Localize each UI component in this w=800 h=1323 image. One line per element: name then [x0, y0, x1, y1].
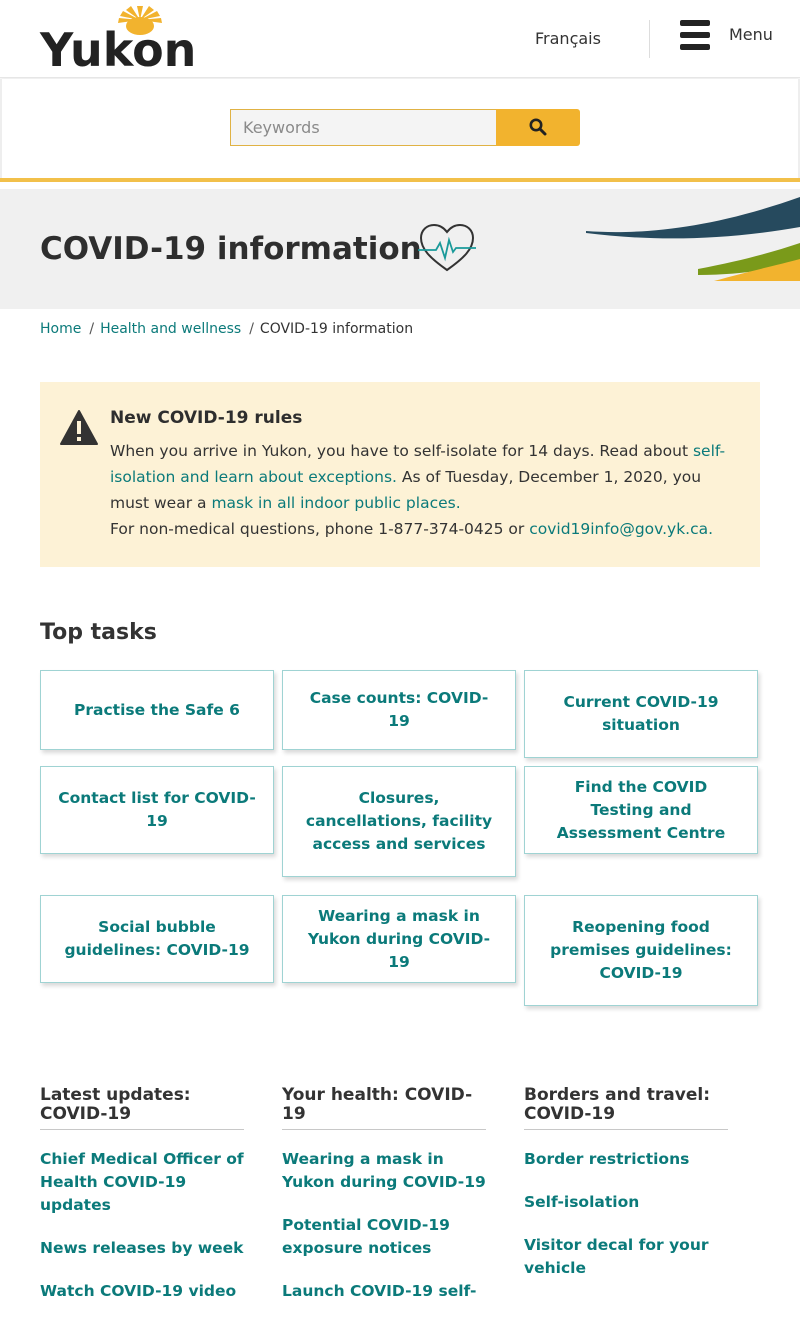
- task-card-social-bubble[interactable]: Social bubble guidelines: COVID-19: [40, 895, 274, 983]
- heart-pulse-icon: [418, 222, 476, 274]
- indoor-mask-link[interactable]: mask in all indoor public places.: [211, 494, 461, 512]
- search-input[interactable]: [230, 109, 496, 146]
- hamburger-menu-icon[interactable]: [680, 20, 710, 50]
- svg-text:Yukon: Yukon: [40, 23, 197, 77]
- warning-icon: [60, 410, 98, 446]
- menu-button[interactable]: Menu: [729, 25, 773, 44]
- self-isolation-link[interactable]: self-isolation and learn about exceptions.: [110, 442, 726, 486]
- language-toggle-link[interactable]: Français: [535, 29, 601, 48]
- search-button[interactable]: [496, 109, 580, 146]
- page-title: COVID-19 information: [40, 231, 422, 267]
- header-divider: [649, 20, 650, 58]
- task-card-food-premises[interactable]: Reopening food premises guidelines: COVID-19: [524, 895, 758, 1006]
- breadcrumb: Home / Health and wellness / COVID-19 information: [40, 321, 414, 337]
- task-card-safe-6[interactable]: Practise the Safe 6: [40, 670, 274, 750]
- alert-title: New COVID-19 rules: [110, 408, 303, 428]
- search-icon: [529, 118, 547, 136]
- column-heading: Latest updates: COVID-19: [40, 1085, 191, 1124]
- covid-rules-alert: [40, 382, 760, 567]
- breadcrumb-health-and-wellness[interactable]: Health and wellness: [100, 321, 242, 337]
- column-link[interactable]: Wearing a mask in Yukon during COVID-19: [282, 1150, 486, 1191]
- task-card-current-situation[interactable]: Current COVID-19 situation: [524, 670, 758, 758]
- task-card-case-counts[interactable]: Case counts: COVID-19: [282, 670, 516, 750]
- column-link[interactable]: Border restrictions: [524, 1150, 690, 1168]
- task-card-testing-centre[interactable]: Find the COVID Testing and Assessment Centre: [524, 766, 758, 854]
- column-link[interactable]: Chief Medical Officer of Health COVID-19 updates: [40, 1150, 244, 1214]
- column-link[interactable]: Potential COVID-19 exposure notices: [282, 1216, 450, 1257]
- task-card-wearing-mask[interactable]: Wearing a mask in Yukon during COVID-19: [282, 895, 516, 983]
- column-heading: Your health: COVID-19: [282, 1085, 473, 1124]
- your-health-column: [282, 1086, 486, 1323]
- site-header: [0, 0, 800, 78]
- latest-updates-column: [40, 1086, 244, 1323]
- page-banner: [0, 189, 800, 309]
- task-card-closures[interactable]: Closures, cancellations, facility access and services: [282, 766, 516, 877]
- borders-travel-column: [524, 1086, 728, 1300]
- column-divider: [40, 1129, 244, 1130]
- task-card-contact-list[interactable]: Contact list for COVID-19: [40, 766, 274, 854]
- top-tasks-heading: Top tasks: [40, 620, 157, 645]
- decorative-swoosh: [580, 189, 800, 309]
- yukon-logo[interactable]: [40, 6, 200, 77]
- covid-info-email-link[interactable]: covid19info@gov.yk.ca.: [529, 520, 714, 538]
- gold-divider: [0, 178, 800, 182]
- column-link[interactable]: Visitor decal for your vehicle: [524, 1236, 709, 1277]
- column-divider: [524, 1129, 728, 1130]
- breadcrumb-current: COVID-19 information: [259, 321, 414, 337]
- breadcrumb-home[interactable]: Home: [40, 321, 82, 337]
- column-link[interactable]: News releases by week: [40, 1239, 244, 1257]
- column-heading: Borders and travel: COVID-19: [524, 1085, 711, 1124]
- alert-body: When you arrive in Yukon, you have to self-isolate for 14 days. Read about self-isolation and learn about exceptions. As of Tuesday, December 1, 2020, you must wear a mask in all indoor public places. For non-medical questions, phone 1-877-374-0425 or covid19info@gov.yk.ca.: [110, 442, 726, 538]
- column-divider: [282, 1129, 486, 1130]
- column-link[interactable]: Self-isolation: [524, 1193, 640, 1211]
- column-link[interactable]: Launch COVID-19 self-: [282, 1282, 477, 1300]
- column-link[interactable]: Watch COVID-19 video: [40, 1282, 237, 1300]
- search-band: [0, 79, 800, 179]
